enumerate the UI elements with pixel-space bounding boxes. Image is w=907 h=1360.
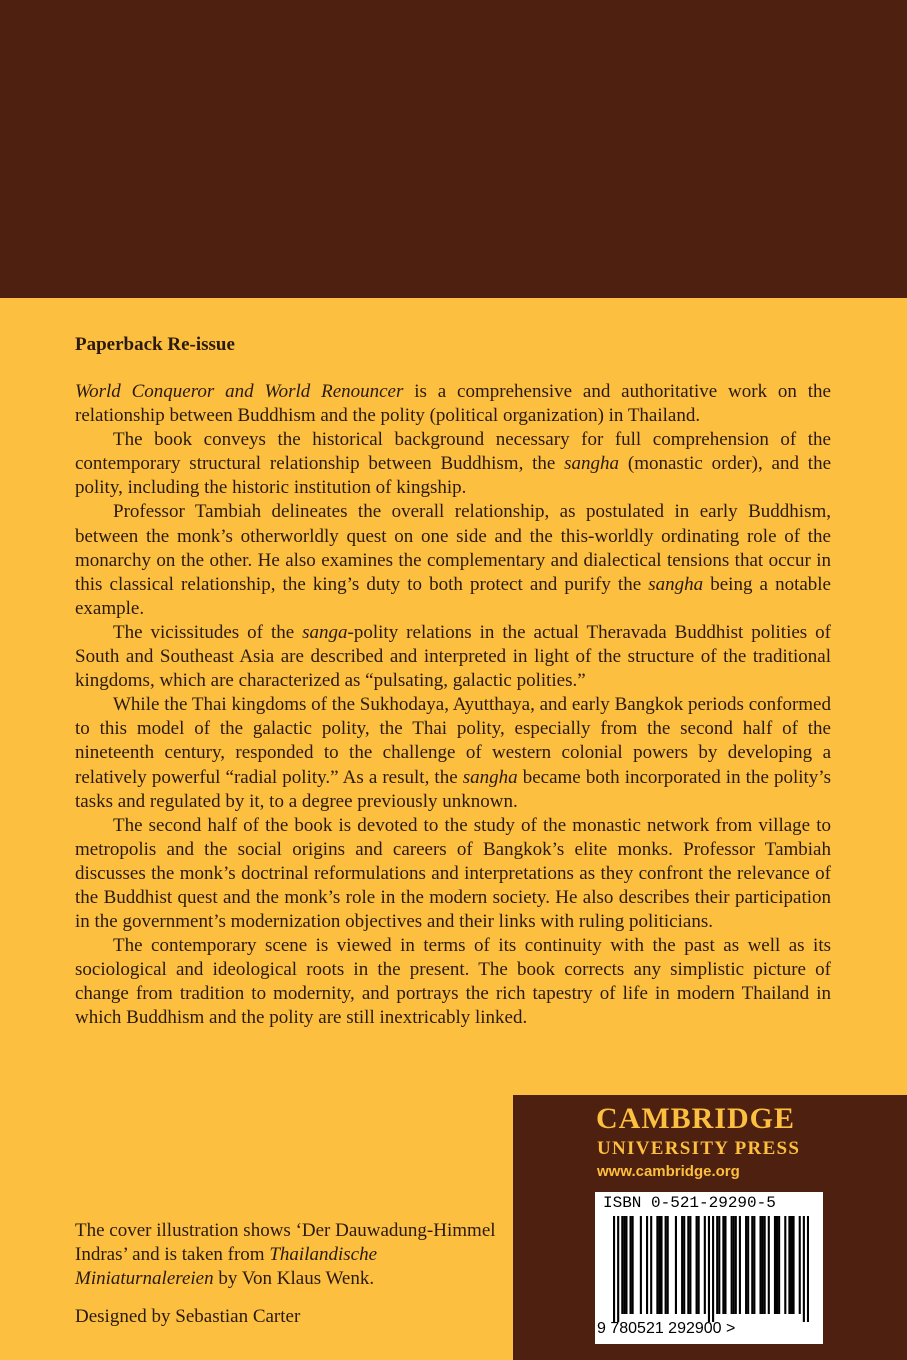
blurb-paragraph: While the Thai kingdoms of the Sukhodaya, Ayutthaya, and early Bangkok periods conformed to this model of the galactic polity, the Thai polity, especially from the second half of the nineteenth century, responded to the challenge of western colonial powers by developing a relatively powerful “radial polity.” As a result, the sangha became both incorporated in the polity’s tasks and regulated by it, to a degree previously unknown. — [75, 694, 831, 812]
barcode-bar — [623, 1216, 625, 1314]
barcode-bar — [753, 1216, 755, 1314]
barcode-bar — [774, 1216, 776, 1314]
barcode-bar — [776, 1216, 778, 1314]
top-cover-band — [0, 0, 907, 298]
barcode-bar — [704, 1216, 706, 1314]
barcode-bar — [675, 1216, 677, 1314]
publisher-name: CAMBRIDGE — [596, 1102, 796, 1135]
back-cover-blurb — [75, 333, 831, 1031]
barcode-bar — [660, 1216, 662, 1314]
barcode-bar — [739, 1216, 741, 1314]
barcode-bar — [731, 1216, 733, 1314]
blurb-heading: Paperback Re-issue — [75, 334, 235, 355]
barcode-bar — [640, 1216, 642, 1314]
barcode-bar — [718, 1216, 720, 1314]
barcode-bar — [762, 1216, 764, 1314]
barcode-bar — [735, 1216, 737, 1314]
barcode-bar — [751, 1216, 753, 1314]
barcode-bar — [792, 1216, 794, 1314]
blurb-paragraph: World Conqueror and World Renouncer is a comprehensive and authoritative work on the relationship between Buddhism and the polity (political organization) in Thailand. — [75, 381, 831, 427]
blurb-paragraph: The second half of the book is devoted to the study of the monastic network from village to metropolis and the social origins and careers of Bangkok’s elite monks. Professor Tambiah discusses the monk’s doctrinal reformulations and interpretations as they confront the relevance of the Buddhist quest and the monk’s role in the modern society. He also describes their participation in the government’s modernization objectives and their links with ruling politicians. — [75, 814, 831, 933]
barcode-bar — [683, 1216, 685, 1314]
designer-credit: Designed by Sebastian Carter — [75, 1306, 301, 1327]
barcode-bar — [722, 1216, 724, 1314]
blurb-paragraph: The book conveys the historical background necessary for full comprehension of the contemporary structural relationship between Buddhism, the sangha (monastic order), and the polity, including the historic institution of kingship. — [75, 429, 831, 499]
cover-credits — [75, 1219, 515, 1329]
barcode-bar — [681, 1216, 683, 1314]
barcode-guard-bar — [613, 1216, 615, 1322]
barcode-bar — [650, 1216, 652, 1314]
barcode-guard-bar — [807, 1216, 809, 1322]
publisher-url: www.cambridge.org — [597, 1163, 740, 1180]
barcode-bar — [784, 1216, 786, 1314]
blurb-paragraph: The vicissitudes of the sanga-polity relations in the actual Theravada Buddhist polities of South and Southeast Asia are described and interpreted in light of the structure of the traditional kingdoms, which are characterized as “pulsating, galactic polities.” — [75, 621, 831, 692]
barcode-bar — [630, 1216, 632, 1314]
barcode-bar — [689, 1216, 691, 1314]
blurb-paragraph: Professor Tambiah delineates the overall relationship, as postulated in early Buddhism, between the monk’s otherworldly quest on one side and the this-worldly ordinating role of the monarchy on the other. He also examines the complementary and dialectical tensions that occur in this classical relationship, the king’s duty to both protect and purify the sangha being a notable example. — [75, 501, 831, 619]
barcode-bar — [656, 1216, 658, 1314]
barcode-bar — [759, 1216, 761, 1314]
blurb-paragraph: The contemporary scene is viewed in terms of its continuity with the past as well as its sociological and ideological roots in the present. The book corrects any simplistic picture of change from tradition to modernity, and portrays the rich tapestry of life in modern Thailand in which Buddhism and the polity are still inextricably linked. — [75, 935, 831, 1029]
barcode-bar — [747, 1216, 749, 1314]
barcode-bar — [687, 1216, 689, 1314]
barcode-bar — [658, 1216, 660, 1314]
publisher-subtitle: UNIVERSITY PRESS — [597, 1138, 801, 1159]
barcode-bar — [698, 1216, 700, 1314]
barcode-bar — [716, 1216, 718, 1314]
ean-barcode — [613, 1216, 809, 1322]
barcode-bar — [632, 1216, 634, 1314]
cover-illustration-note: The cover illustration shows ‘Der Dauwadung-Himmel Indras’ and is taken from Thailandische Miniaturnalereien by Von Klaus Wenk. — [75, 1220, 496, 1289]
barcode-guard-bar — [617, 1216, 619, 1322]
barcode-bar — [667, 1216, 669, 1314]
barcode-bar — [665, 1216, 667, 1314]
barcode-bar — [764, 1216, 766, 1314]
barcode-bar — [696, 1216, 698, 1314]
barcode-bar — [621, 1216, 623, 1314]
blurb-paragraphs — [75, 380, 831, 1031]
barcode-bar — [790, 1216, 792, 1314]
barcode-bar — [799, 1216, 801, 1314]
barcode-digits: 9 780521 292900 > — [597, 1320, 736, 1337]
barcode-guard-bar — [712, 1216, 714, 1322]
barcode-guard-bar — [708, 1216, 710, 1322]
barcode-bar — [724, 1216, 726, 1314]
isbn-barcode-box — [595, 1192, 823, 1344]
publisher-panel — [513, 1095, 907, 1360]
isbn-label: ISBN 0-521-29290-5 — [603, 1194, 776, 1212]
barcode-bar — [646, 1216, 648, 1314]
barcode-bar — [733, 1216, 735, 1314]
barcode-bar — [768, 1216, 770, 1314]
barcode-bar — [745, 1216, 747, 1314]
barcode-bar — [778, 1216, 780, 1314]
barcode-guard-bar — [803, 1216, 805, 1322]
barcode-bar — [788, 1216, 790, 1314]
barcode-bar — [625, 1216, 627, 1314]
